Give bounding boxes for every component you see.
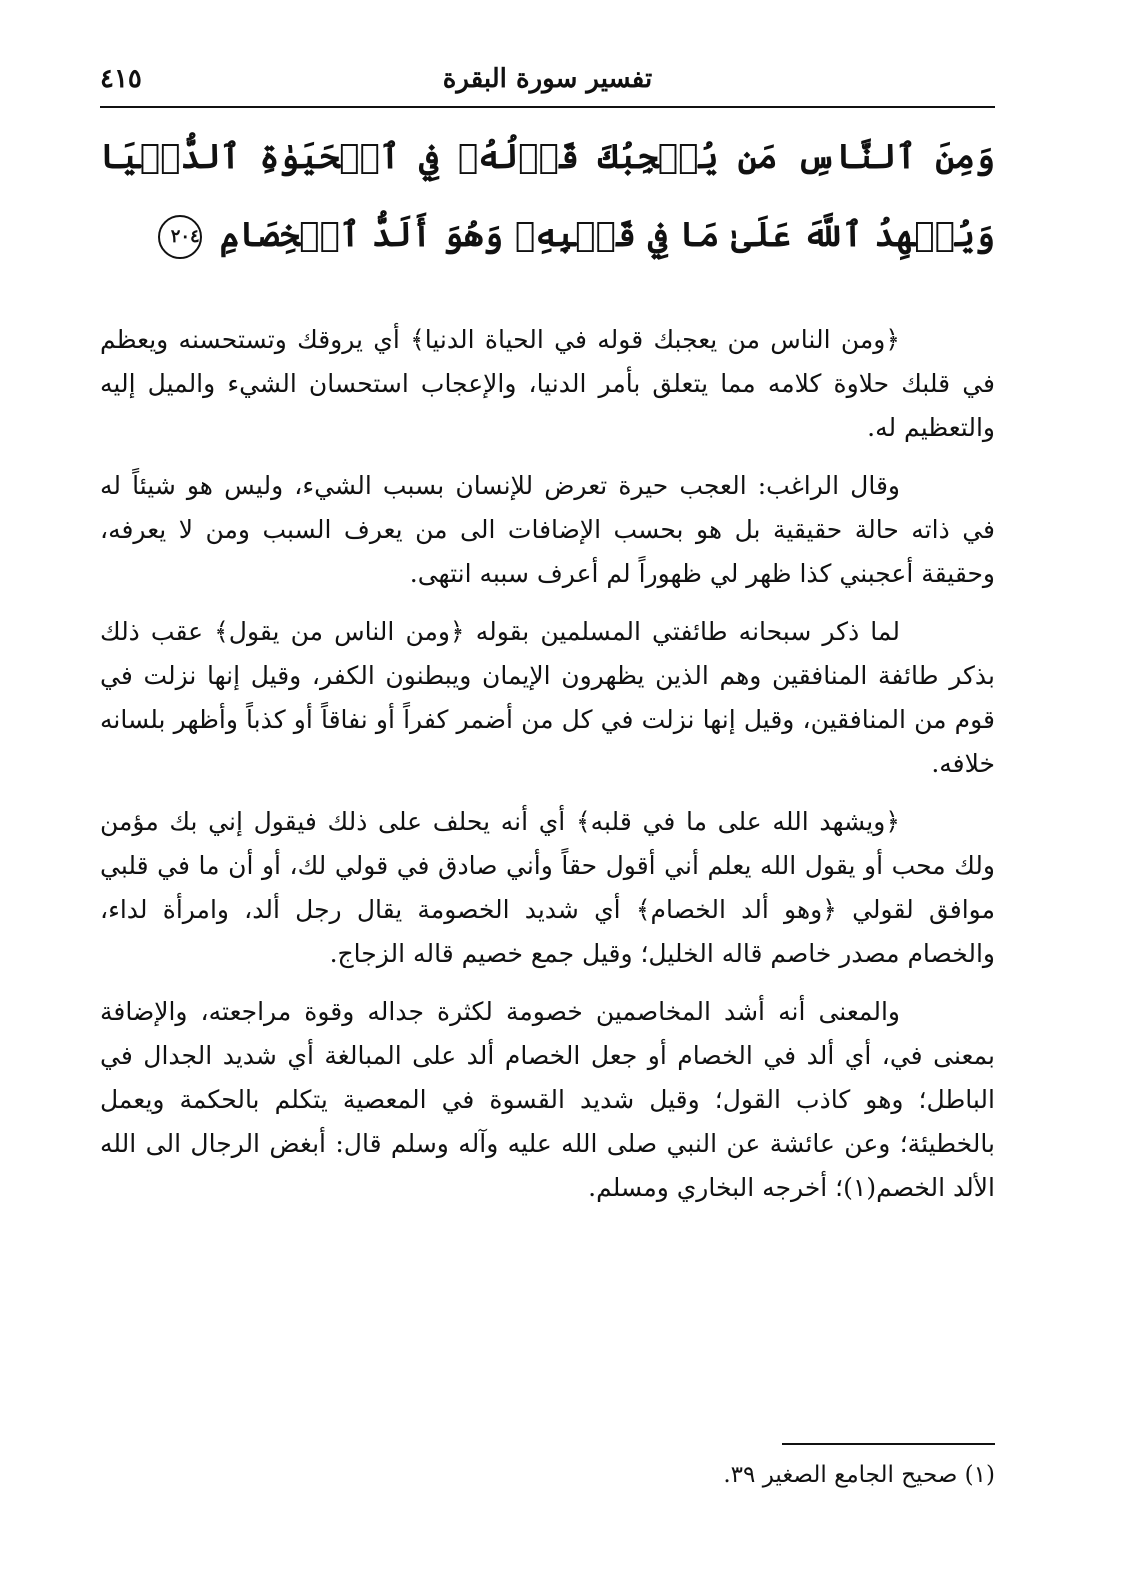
commentary-body	[100, 318, 995, 1224]
paragraph: والمعنى أنه أشد المخاصمين خصومة لكثرة جداله وقوة مراجعته، والإضافة بمعنى في، أي ألد في الخصام أو جعل الخصام ألد على المبالغة أي شديد الجدال في الباطل؛ وهو كاذب القول؛ وقيل شديد القسوة في المعصية يتكلم بالحكمة ويعمل بالخطيئة؛ وعن عائشة عن النبي صلى الله عليه وآله وسلم قال: أبغض الرجال الى الله الألد الخصم(١)؛ أخرجه البخاري ومسلم.	[100, 997, 995, 1202]
ayah-number-marker: ٢٠٤	[158, 215, 202, 259]
paragraph: لما ذكر سبحانه طائفتي المسلمين بقوله ﴿ومن الناس من يقول﴾ عقب ذلك بذكر طائفة المنافقين وهم الذين يظهرون الإيمان ويبطنون الكفر، وقيل إنها نزلت في قوم من المنافقين، وقيل إنها نزلت في كل من أضمر كفراً أو نفاقاً أو كذباً وأظهر بلسانه خلافه.	[100, 617, 995, 778]
paragraph: وقال الراغب: العجب حيرة تعرض للإنسان بسبب الشيء، وليس هو شيئاً له في ذاته حالة حقيقية بل هو بحسب الإضافات الى من يعرف السبب ومن لا يعرفه، وحقيقة أعجبني كذا ظهر لي ظهوراً لم أعرف سببه انتهى.	[100, 471, 995, 588]
paragraph: ﴿ومن الناس من يعجبك قوله في الحياة الدنيا﴾ أي يروقك وتستحسنه ويعظم في قلبك حلاوة كلامه مما يتعلق بأمر الدنيا، والإعجاب استحسان الشيء والميل إليه والتعظيم له.	[100, 325, 995, 442]
page-number: ٤١٥	[100, 64, 142, 94]
footnote: (١) صحيح الجامع الصغير ٣٩.	[723, 1462, 995, 1488]
paragraph: ﴿ويشهد الله على ما في قلبه﴾ أي أنه يحلف على ذلك فيقول إني بك مؤمن ولك محب أو يقول الله يعلم أني أقول حقاً وأني صادق في قولي لك، أو أن ما في قلبي موافق لقولي ﴿وهو ألد الخصام﴾ أي شديد الخصومة يقال رجل ألد، وامرأة لداء، والخصام مصدر خاصم قاله الخليل؛ وقيل جمع خصيم قاله الزجاج.	[100, 807, 995, 968]
header-divider	[100, 106, 995, 108]
footnote-divider	[782, 1443, 995, 1445]
verse-text: وَمِنَ ٱلنَّاسِ مَن يُعۡجِبُكَ قَوۡلُهُۥ فِي ٱلۡحَيَوٰةِ ٱلدُّنۡيَا وَيُشۡهِدُ ٱللَّهَ عَلَىٰ مَا فِي قَلۡبِهِۦ وَهُوَ أَلَدُّ ٱلۡخِصَامِ	[100, 137, 995, 255]
running-title: تفسير سورة البقرة	[442, 64, 653, 94]
page-header	[100, 60, 995, 108]
quran-verse	[100, 118, 995, 274]
